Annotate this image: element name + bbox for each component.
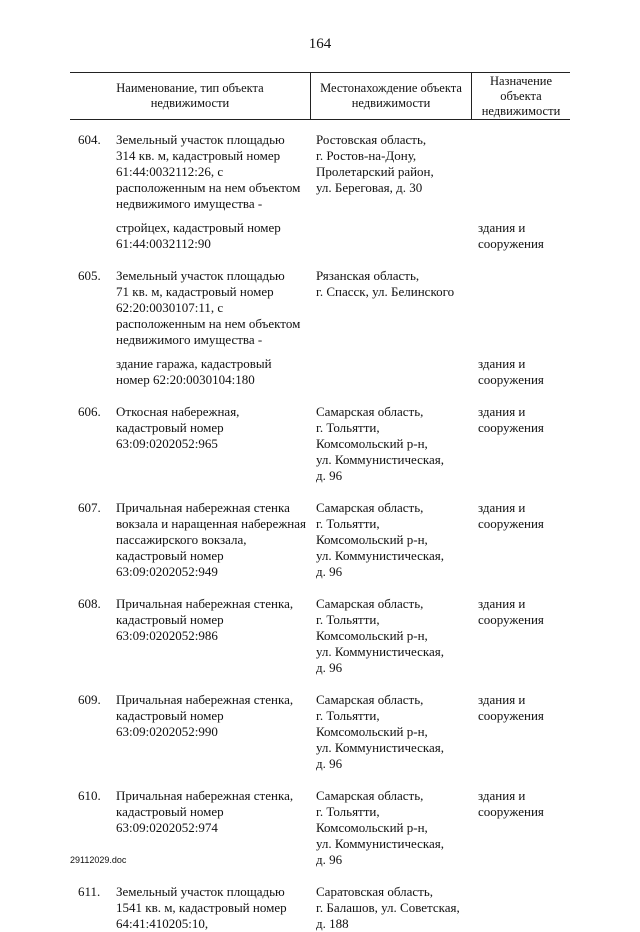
entry-sub-name: здание гаража, кадастровый номер 62:20:0030104:180 (116, 356, 272, 387)
entry-location: Ростовская область, г. Ростов-на-Дону, Пролетарский район, ул. Береговая, д. 30 (316, 132, 434, 195)
entry-location: Саратовская область, г. Балашов, ул. Советская, д. 188 (316, 884, 460, 931)
table-header (70, 72, 570, 120)
entry-number: 610. (78, 788, 101, 803)
entry-number: 611. (78, 884, 101, 899)
document-filename: 29112029.doc (70, 855, 127, 865)
entry-location: Самарская область, г. Тольятти, Комсомольский р-н, ул. Коммунистическая, д. 96 (316, 788, 444, 867)
entry-location: Самарская область, г. Тольятти, Комсомольский р-н, ул. Коммунистическая, д. 96 (316, 500, 444, 579)
header-purpose-column: Назначение объекта недвижимости (481, 73, 561, 118)
entry-purpose: здания и сооружения (478, 500, 544, 531)
entry-sub-purpose: здания и сооружения (478, 220, 544, 251)
entry-purpose: здания и сооружения (478, 596, 544, 627)
entry-purpose: здания и сооружения (478, 692, 544, 723)
entry-name: Причальная набережная стенка, кадастровый номер 63:09:0202052:986 (116, 596, 294, 643)
entry-name: Земельный участок площадью 314 кв. м, кадастровый номер 61:44:0032112:26, с расположенным на нем объектом недвижимого имущества - (116, 132, 301, 211)
entry-name: Причальная набережная стенка вокзала и наращенная набережная пассажирского вокзала, кадастровый номер 63:09:0202052:949 (116, 500, 307, 579)
entry-name: Причальная набережная стенка, кадастровый номер 63:09:0202052:974 (116, 788, 294, 835)
entry-name: Земельный участок площадью 1541 кв. м, кадастровый номер 64:41:410205:10, (116, 884, 287, 931)
header-location-column: Местонахождение объекта недвижимости (311, 73, 472, 119)
entry-number: 607. (78, 500, 101, 515)
entry-number: 604. (78, 132, 101, 147)
entry-sub-purpose: здания и сооружения (478, 356, 544, 387)
entry-purpose: здания и сооружения (478, 788, 544, 819)
entry-sub-name: стройцех, кадастровый номер 61:44:0032112:90 (116, 220, 281, 251)
entry-number: 606. (78, 404, 101, 419)
entry-number: 608. (78, 596, 101, 611)
entry-number: 609. (78, 692, 101, 707)
entry-location: Рязанская область, г. Спасск, ул. Белинского (316, 268, 455, 299)
entry-location: Самарская область, г. Тольятти, Комсомольский р-н, ул. Коммунистическая, д. 96 (316, 692, 444, 771)
entry-name: Откосная набережная, кадастровый номер 63:09:0202052:965 (116, 404, 240, 451)
header-name-column: Наименование, тип объекта недвижимости (70, 73, 311, 119)
entry-name: Земельный участок площадью 71 кв. м, кадастровый номер 62:20:0030107:11, с расположенным на нем объектом недвижимого имущества - (116, 268, 301, 347)
entry-name: Причальная набережная стенка, кадастровый номер 63:09:0202052:990 (116, 692, 294, 739)
entry-location: Самарская область, г. Тольятти, Комсомольский р-н, ул. Коммунистическая, д. 96 (316, 404, 444, 483)
entry-number: 605. (78, 268, 101, 283)
entry-location: Самарская область, г. Тольятти, Комсомольский р-н, ул. Коммунистическая, д. 96 (316, 596, 444, 675)
page-number: 164 (308, 36, 332, 52)
entry-purpose: здания и сооружения (478, 404, 544, 435)
